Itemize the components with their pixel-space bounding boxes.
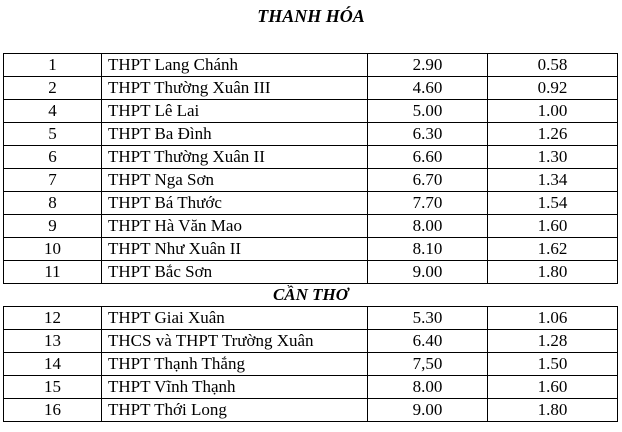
score-value: 8.10 [368,238,488,261]
table-row [4,353,618,376]
row-number: 12 [4,307,102,330]
table-row [4,215,618,238]
score-value: 2.90 [368,54,488,77]
row-number: 8 [4,192,102,215]
school-name: THPT Thới Long [102,399,368,422]
ratio-value: 1.62 [488,238,618,261]
school-name: THPT Bắc Sơn [102,261,368,284]
ratio-value: 1.80 [488,399,618,422]
score-value: 5.00 [368,100,488,123]
school-name: THCS và THPT Trường Xuân [102,330,368,353]
table-row [4,54,618,77]
section-title-thanh-hoa: THANH HÓA [257,6,365,26]
ratio-value: 1.60 [488,376,618,399]
row-number: 7 [4,169,102,192]
score-value: 9.00 [368,261,488,284]
score-value: 8.00 [368,215,488,238]
table-row [4,123,618,146]
school-name: THPT Hà Văn Mao [102,215,368,238]
ratio-value: 1.26 [488,123,618,146]
table-row [4,77,618,100]
ratio-value: 0.58 [488,54,618,77]
section-heading: CẦN THƠ [4,284,618,307]
row-number: 1 [4,54,102,77]
school-name: THPT Bá Thước [102,192,368,215]
table-row [4,146,618,169]
school-name: THPT Lang Chánh [102,54,368,77]
row-number: 2 [4,77,102,100]
table-row [4,330,618,353]
school-name: THPT Như Xuân II [102,238,368,261]
score-value: 4.60 [368,77,488,100]
school-name: THPT Vĩnh Thạnh [102,376,368,399]
row-number: 15 [4,376,102,399]
ratio-value: 0.92 [488,77,618,100]
ratio-value: 1.60 [488,215,618,238]
score-value: 6.70 [368,169,488,192]
row-number: 13 [4,330,102,353]
row-number: 6 [4,146,102,169]
row-number: 10 [4,238,102,261]
row-number: 4 [4,100,102,123]
school-name: THPT Thạnh Thắng [102,353,368,376]
ratio-value: 1.28 [488,330,618,353]
row-number: 16 [4,399,102,422]
score-value: 7.70 [368,192,488,215]
school-name: THPT Thường Xuân II [102,146,368,169]
table-row [4,307,618,330]
row-number: 11 [4,261,102,284]
score-value: 7,50 [368,353,488,376]
ratio-value: 1.00 [488,100,618,123]
score-value: 6.40 [368,330,488,353]
school-name: THPT Nga Sơn [102,169,368,192]
table-row [4,399,618,422]
score-table-body [4,54,618,422]
score-value: 9.00 [368,399,488,422]
score-table [3,53,618,422]
school-name: THPT Thường Xuân III [102,77,368,100]
table-row [4,100,618,123]
school-name: THPT Giai Xuân [102,307,368,330]
ratio-value: 1.34 [488,169,618,192]
score-value: 5.30 [368,307,488,330]
ratio-value: 1.30 [488,146,618,169]
table-row [4,169,618,192]
ratio-value: 1.54 [488,192,618,215]
row-number: 9 [4,215,102,238]
table-row [4,376,618,399]
score-value: 8.00 [368,376,488,399]
table-row [4,192,618,215]
table-row [4,261,618,284]
score-value: 6.30 [368,123,488,146]
school-name: THPT Ba Đình [102,123,368,146]
row-number: 5 [4,123,102,146]
row-number: 14 [4,353,102,376]
ratio-value: 1.50 [488,353,618,376]
section-heading-row [4,284,618,307]
school-name: THPT Lê Lai [102,100,368,123]
ratio-value: 1.80 [488,261,618,284]
ratio-value: 1.06 [488,307,618,330]
table-row [4,238,618,261]
score-value: 6.60 [368,146,488,169]
